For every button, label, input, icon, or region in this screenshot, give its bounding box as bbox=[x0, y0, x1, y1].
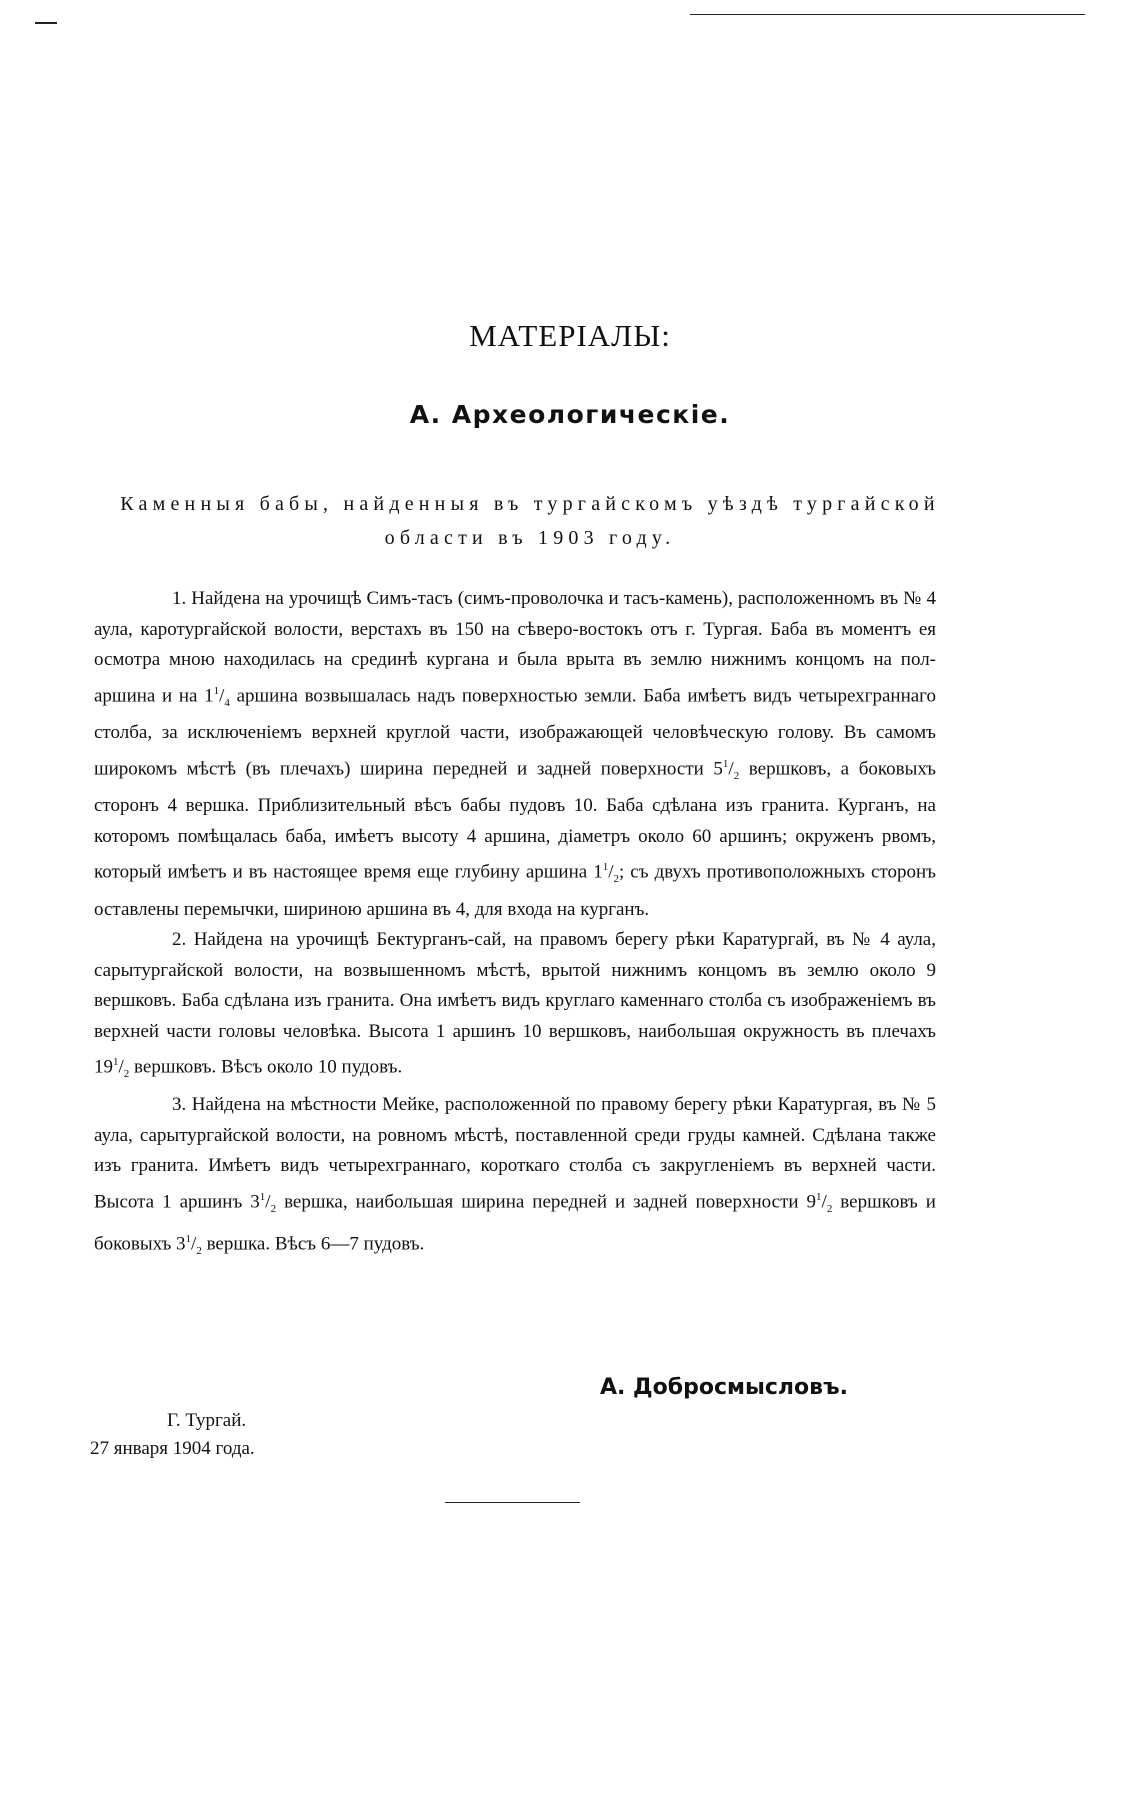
date-line: 27 января 1904 года. bbox=[90, 1438, 255, 1459]
place-line: Г. Тургай. bbox=[167, 1410, 247, 1431]
article-subtitle: Каменныя бабы, найденныя въ тургайскомъ уѣздѣ тургайской области въ 1903 году. bbox=[120, 493, 940, 549]
author-signature: А. Добросмысловъ. bbox=[600, 1375, 848, 1400]
article-body bbox=[94, 584, 936, 1267]
bottom-rule bbox=[445, 1502, 580, 1503]
page-title: МАТЕРІАЛЫ: bbox=[469, 318, 671, 353]
top-right-rule bbox=[690, 14, 1085, 15]
paragraph-2: 2. Найдена на урочищѣ Бектурганъ-сай, на правомъ берегу рѣки Каратургай, въ № 4 аула, сарытургайской волости, на возвышенномъ мѣстѣ, врытой нижнимъ концомъ въ землю около 9 вершковъ. Баба сдѣлана изъ гранита. Она имѣетъ видъ круглаго каменнаго столба съ изображеніемъ въ верхней части головы человѣка. Высота 1 аршинъ 10 вершковъ, наибольшая окружность въ плечахъ $19^1/_2$ вершковъ. Вѣсъ около 10 пудовъ. bbox=[94, 929, 936, 1081]
paragraph-3: 3. Найдена на мѣстности Мейке, расположенной по правому берегу рѣки Каратургая, въ № 5 аула, сарытургайской волости, на ровномъ мѣстѣ, поставленной среди груды камней. Сдѣлана также изъ гранита. Имѣетъ видъ четырехграннаго, короткаго столба съ закругленіемъ въ верхней части. Высота 1 аршинъ $3^1/_2$ вершка, наибольшая ширина передней и задней поверхности $9^1/_2$ вершковъ и боковыхъ $3^1/_2$ вершка. Вѣсъ 6—7 пудовъ. bbox=[94, 1094, 936, 1258]
section-heading: А. Археологическіе. bbox=[409, 400, 731, 429]
paragraph-1: 1. Найдена на урочищѣ Симъ-тасъ (симъ-проволочка и тасъ-камень), расположенномъ въ № 4 аула, каротургайской волости, верстахъ въ 150 на сѣверо-востокъ отъ г. Тургая. Баба въ моментъ ея осмотра мною находилась на срединѣ кургана и была врыта въ землю нижнимъ концомъ на пол-аршина и на $1^1/_4$ аршина возвышалась надъ поверхностью земли. Баба имѣетъ видъ четырехграннаго столба, за исключеніемъ верхней круглой части, изображающей человѣческую голову. Въ самомъ широкомъ мѣстѣ (въ плечахъ) ширина передней и задней поверхности $5^1/_2$ вершковъ, а боковыхъ сторонъ 4 вершка. Приблизительный вѣсъ бабы пудовъ 10. Баба сдѣлана изъ гранита. Курганъ, на которомъ помѣщалась баба, имѣетъ высоту 4 аршина, діаметръ около 60 аршинъ; окруженъ рвомъ, который имѣетъ и въ настоящее время еще глубину аршина $1^1/_2$; съ двухъ противоположныхъ сторонъ оставлены перемычки, шириною аршина въ 4, для входа на курганъ. bbox=[94, 588, 936, 920]
top-left-rule bbox=[35, 22, 57, 24]
